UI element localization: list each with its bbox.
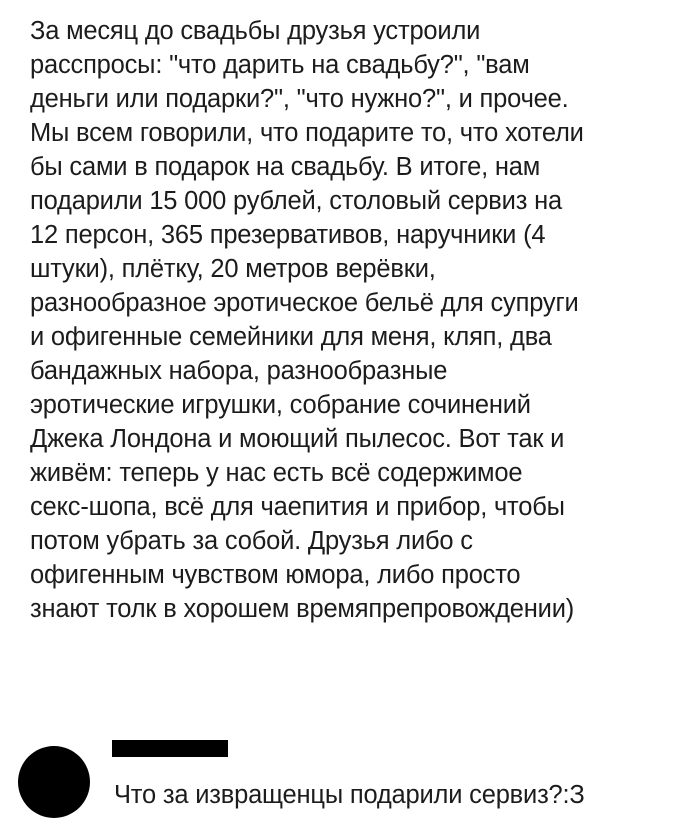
post-line: деньги или подарки?", "что нужно?", и прочее. <box>30 85 569 113</box>
redacted-author-name <box>112 740 228 757</box>
post-line: секс-шопа, всё для чаепития и прибор, чтобы <box>30 493 565 521</box>
post-line: потом убрать за собой. Друзья либо с <box>30 527 473 555</box>
post-line: расспросы: "что дарить на свадьбу?", "вам <box>30 51 530 79</box>
post-line: За месяц до свадьбы друзья устроили <box>30 17 481 45</box>
comment <box>18 740 688 820</box>
comment-text: Что за извращенцы подарили сервиз?:З <box>114 781 585 809</box>
post-line: подарили 15 000 рублей, столовый сервиз на <box>30 187 562 215</box>
post-line: знают толк в хорошем времяпрепровождении) <box>30 595 575 623</box>
post-line: и офигенные семейники для меня, кляп, два <box>30 323 552 351</box>
post-text <box>30 14 685 626</box>
post-line: офигенным чувством юмора, либо просто <box>30 561 521 589</box>
post-line: Мы всем говорили, что подарите то, что хотели <box>30 119 584 147</box>
post-line: Джека Лондона и моющий пылесос. Вот так и <box>30 425 565 453</box>
post-line: 12 персон, 365 презервативов, наручники (4 <box>30 221 546 249</box>
avatar[interactable] <box>18 746 90 818</box>
post-line: разнообразное эротическое бельё для супруги <box>30 289 579 317</box>
post-line: бы сами в подарок на свадьбу. В итоге, нам <box>30 153 541 181</box>
post-line: штуки), плётку, 20 метров верёвки, <box>30 255 436 283</box>
post-line: живём: теперь у нас есть всё содержимое <box>30 459 523 487</box>
post-line: бандажных набора, разнообразные <box>30 357 448 385</box>
post-line: эротические игрушки, собрание сочинений <box>30 391 531 419</box>
